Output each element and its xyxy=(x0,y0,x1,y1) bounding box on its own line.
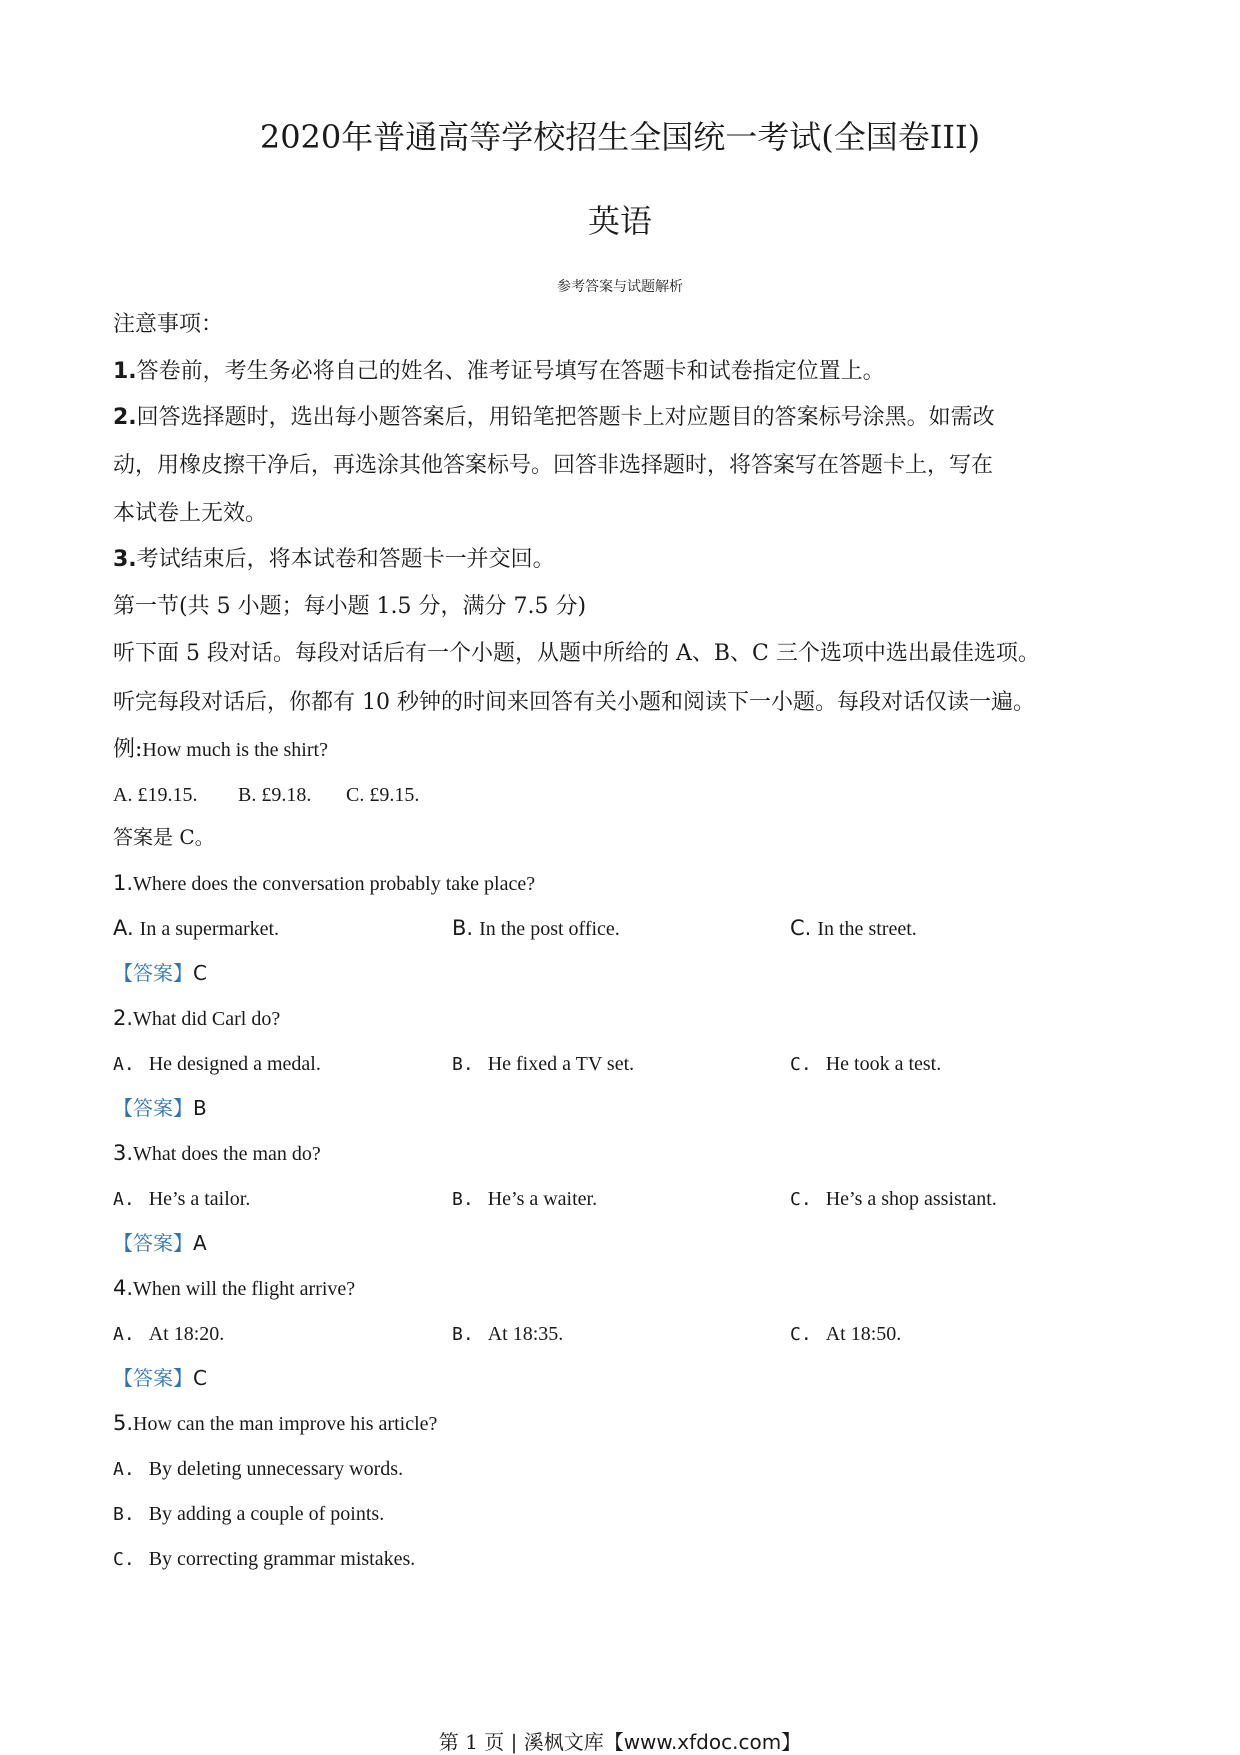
question-5-option-a xyxy=(113,1454,403,1485)
question-4 xyxy=(113,1273,355,1304)
question-2-option-a xyxy=(113,1049,321,1080)
example-option-b: B. £9.18. xyxy=(238,784,312,806)
question-3-option-b xyxy=(452,1184,597,1215)
answer-label: 【答案】 xyxy=(113,1231,193,1255)
notice-item-1 xyxy=(113,357,885,387)
question-5 xyxy=(113,1408,437,1439)
option-text: He’s a shop assistant. xyxy=(825,1188,997,1210)
option-letter: B. xyxy=(113,1504,135,1525)
question-1 xyxy=(113,868,535,899)
question-3-option-a xyxy=(113,1184,250,1215)
answer-value: C xyxy=(193,1366,207,1390)
section-instruction-2: 听完每段对话后，你都有 10 秒钟的时间来回答有关小题和阅读下一小题。每段对话仅读一遍。 xyxy=(113,690,1035,715)
question-4-answer xyxy=(113,1363,207,1394)
option-letter: A. xyxy=(113,1324,135,1345)
option-text: At 18:20. xyxy=(148,1323,225,1345)
question-2-option-c xyxy=(790,1049,941,1080)
question-1-option-b xyxy=(452,913,620,944)
question-text: How can the man improve his article? xyxy=(133,1413,438,1435)
option-text: In a supermarket. xyxy=(139,918,280,940)
option-letter: C. xyxy=(113,1549,135,1570)
option-letter: A. xyxy=(113,1189,135,1210)
option-letter: C. xyxy=(790,1324,812,1345)
notice-item-number: 2. xyxy=(113,405,137,430)
option-letter: A. xyxy=(113,916,134,940)
option-text: He fixed a TV set. xyxy=(487,1053,635,1075)
question-2-answer xyxy=(113,1093,207,1124)
option-text: In the post office. xyxy=(479,918,620,940)
notice-item-2 xyxy=(113,403,995,433)
option-letter: B. xyxy=(452,1189,474,1210)
page-title: 2020年普通高等学校招生全国统一考试(全国卷III) xyxy=(259,118,981,156)
answer-value: C xyxy=(193,961,207,985)
example-question-text: How much is the shirt? xyxy=(142,739,328,761)
question-text: What did Carl do? xyxy=(133,1008,281,1030)
option-text: By deleting unnecessary words. xyxy=(148,1458,404,1480)
question-1-answer xyxy=(113,958,207,989)
question-4-option-b xyxy=(452,1319,563,1350)
question-text: Where does the conversation probably take place? xyxy=(133,873,536,895)
example-option-a: A. £19.15. xyxy=(113,784,198,806)
notice-item-text: 答卷前，考生务必将自己的姓名、准考证号填写在答题卡和试卷指定位置上。 xyxy=(136,359,885,384)
option-letter: A. xyxy=(113,1459,135,1480)
notice-item-2-cont-2: 本试卷上无效。 xyxy=(113,501,268,526)
question-text: When will the flight arrive? xyxy=(133,1278,356,1300)
option-letter: B. xyxy=(452,1324,474,1345)
section-heading: 第一节(共 5 小题；每小题 1.5 分，满分 7.5 分) xyxy=(113,594,587,619)
option-letter: B. xyxy=(452,916,474,940)
question-5-option-b xyxy=(113,1499,384,1530)
option-text: He’s a tailor. xyxy=(148,1188,251,1210)
option-text: By correcting grammar mistakes. xyxy=(148,1548,416,1570)
footer-page-number: 第 1 页 | 溪枫文库 xyxy=(438,1730,604,1754)
answer-label: 【答案】 xyxy=(113,1366,193,1390)
option-letter: B. xyxy=(452,1054,474,1075)
footer-site-link[interactable]: 【www.xfdoc.com】 xyxy=(603,1730,802,1754)
example-prefix: 例: xyxy=(113,737,143,762)
notice-item-3 xyxy=(113,545,555,575)
notice-item-number: 3. xyxy=(113,547,137,572)
option-text: He designed a medal. xyxy=(148,1053,321,1075)
subject-title: 英语 xyxy=(587,202,652,240)
notice-item-2-cont-1: 动，用橡皮擦干净后，再选涂其他答案标号。回答非选择题时，将答案写在答题卡上，写在 xyxy=(113,453,994,478)
section-instruction-1: 听下面 5 段对话。每段对话后有一个小题，从题中所给的 A、B、C 三个选项中选出最佳选项。 xyxy=(113,641,1040,666)
notice-item-text: 回答选择题时，选出每小题答案后，用铅笔把答题卡上对应题目的答案标号涂黑。如需改 xyxy=(136,405,995,430)
option-letter: C. xyxy=(790,1189,812,1210)
notice-heading: 注意事项： xyxy=(113,312,224,337)
example-answer: 答案是 C。 xyxy=(113,825,215,849)
question-4-option-c xyxy=(790,1319,901,1350)
answer-value: A xyxy=(193,1231,207,1255)
question-number: 2. xyxy=(113,1006,134,1030)
notice-item-number: 1. xyxy=(113,359,137,384)
option-text: By adding a couple of points. xyxy=(148,1503,385,1525)
question-number: 4. xyxy=(113,1276,134,1300)
option-text: He took a test. xyxy=(825,1053,942,1075)
answer-label: 【答案】 xyxy=(113,1096,193,1120)
question-4-option-a xyxy=(113,1319,224,1350)
example-option-c: C. £9.15. xyxy=(346,784,420,806)
question-number: 5. xyxy=(113,1411,134,1435)
page-footer xyxy=(0,1726,1240,1755)
example-question xyxy=(113,735,328,765)
option-text: At 18:35. xyxy=(487,1323,564,1345)
notice-item-text: 考试结束后，将本试卷和答题卡一并交回。 xyxy=(136,547,555,572)
question-1-option-a xyxy=(113,913,279,944)
question-2 xyxy=(113,1003,280,1034)
question-3-option-c xyxy=(790,1184,997,1215)
option-text: In the street. xyxy=(817,918,917,940)
question-3-answer xyxy=(113,1228,207,1259)
question-2-option-b xyxy=(452,1049,634,1080)
option-letter: A. xyxy=(113,1054,135,1075)
subtitle: 参考答案与试题解析 xyxy=(557,279,683,295)
option-text: He’s a waiter. xyxy=(487,1188,598,1210)
option-letter: C. xyxy=(790,1054,812,1075)
answer-value: B xyxy=(193,1096,207,1120)
question-number: 3. xyxy=(113,1141,134,1165)
option-text: At 18:50. xyxy=(825,1323,902,1345)
question-5-option-c xyxy=(113,1544,415,1575)
answer-label: 【答案】 xyxy=(113,961,193,985)
option-letter: C. xyxy=(790,916,812,940)
question-1-option-c xyxy=(790,913,917,944)
question-number: 1. xyxy=(113,871,134,895)
question-3 xyxy=(113,1138,321,1169)
question-text: What does the man do? xyxy=(133,1143,321,1165)
